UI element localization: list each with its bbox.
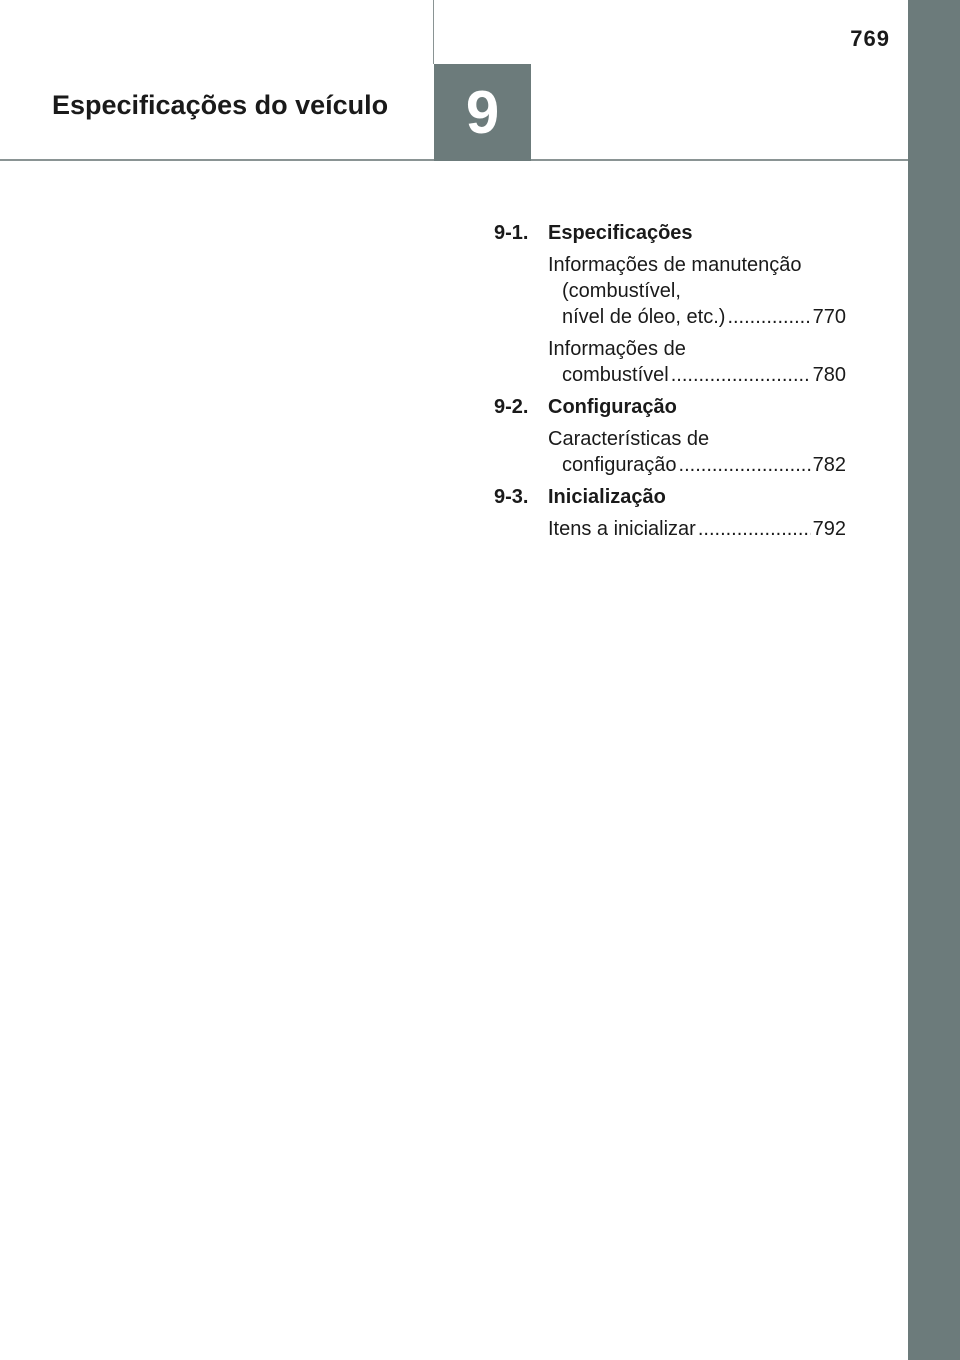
toc-page-number: 782 bbox=[812, 454, 846, 476]
toc-entry-line: configuração bbox=[562, 454, 677, 476]
dot-leader bbox=[679, 452, 811, 478]
table-of-contents bbox=[494, 220, 846, 548]
toc-entry[interactable] bbox=[548, 336, 846, 388]
toc-entry[interactable] bbox=[548, 516, 846, 542]
toc-entry-line: combustível bbox=[562, 364, 669, 386]
toc-section-title: Configuração bbox=[548, 396, 677, 418]
toc-page-number: 770 bbox=[812, 306, 846, 328]
dot-leader bbox=[727, 304, 810, 330]
page-number: 769 bbox=[850, 26, 890, 51]
toc-entry-line: (combustível, bbox=[562, 280, 681, 302]
toc-section-number: 9-3. bbox=[494, 486, 529, 508]
toc-section-title: Inicialização bbox=[548, 486, 666, 508]
toc-section[interactable] bbox=[494, 484, 846, 510]
toc-entry[interactable] bbox=[548, 426, 846, 478]
chapter-title: Especificações do veículo bbox=[52, 90, 389, 120]
dot-leader bbox=[698, 516, 811, 542]
toc-entry-line: Informações de bbox=[548, 338, 686, 360]
toc-section[interactable] bbox=[494, 220, 846, 246]
toc-section-number: 9-1. bbox=[494, 222, 529, 244]
toc-entry-line: Itens a inicializar bbox=[548, 518, 696, 540]
chapter-number-block: 9 bbox=[434, 64, 531, 161]
side-tab bbox=[908, 0, 960, 1360]
toc-page-number: 780 bbox=[812, 364, 846, 386]
toc-section-number: 9-2. bbox=[494, 396, 529, 418]
toc-section[interactable] bbox=[494, 394, 846, 420]
toc-entry[interactable] bbox=[548, 252, 846, 330]
dot-leader bbox=[671, 362, 811, 388]
header-divider bbox=[433, 0, 434, 64]
toc-section-title: Especificações bbox=[548, 222, 693, 244]
toc-entry-line: Características de bbox=[548, 428, 710, 450]
toc-entry-line: nível de óleo, etc.) bbox=[562, 306, 726, 328]
toc-entry-line: Informações de manutenção bbox=[548, 254, 802, 276]
toc-page-number: 792 bbox=[812, 518, 846, 540]
